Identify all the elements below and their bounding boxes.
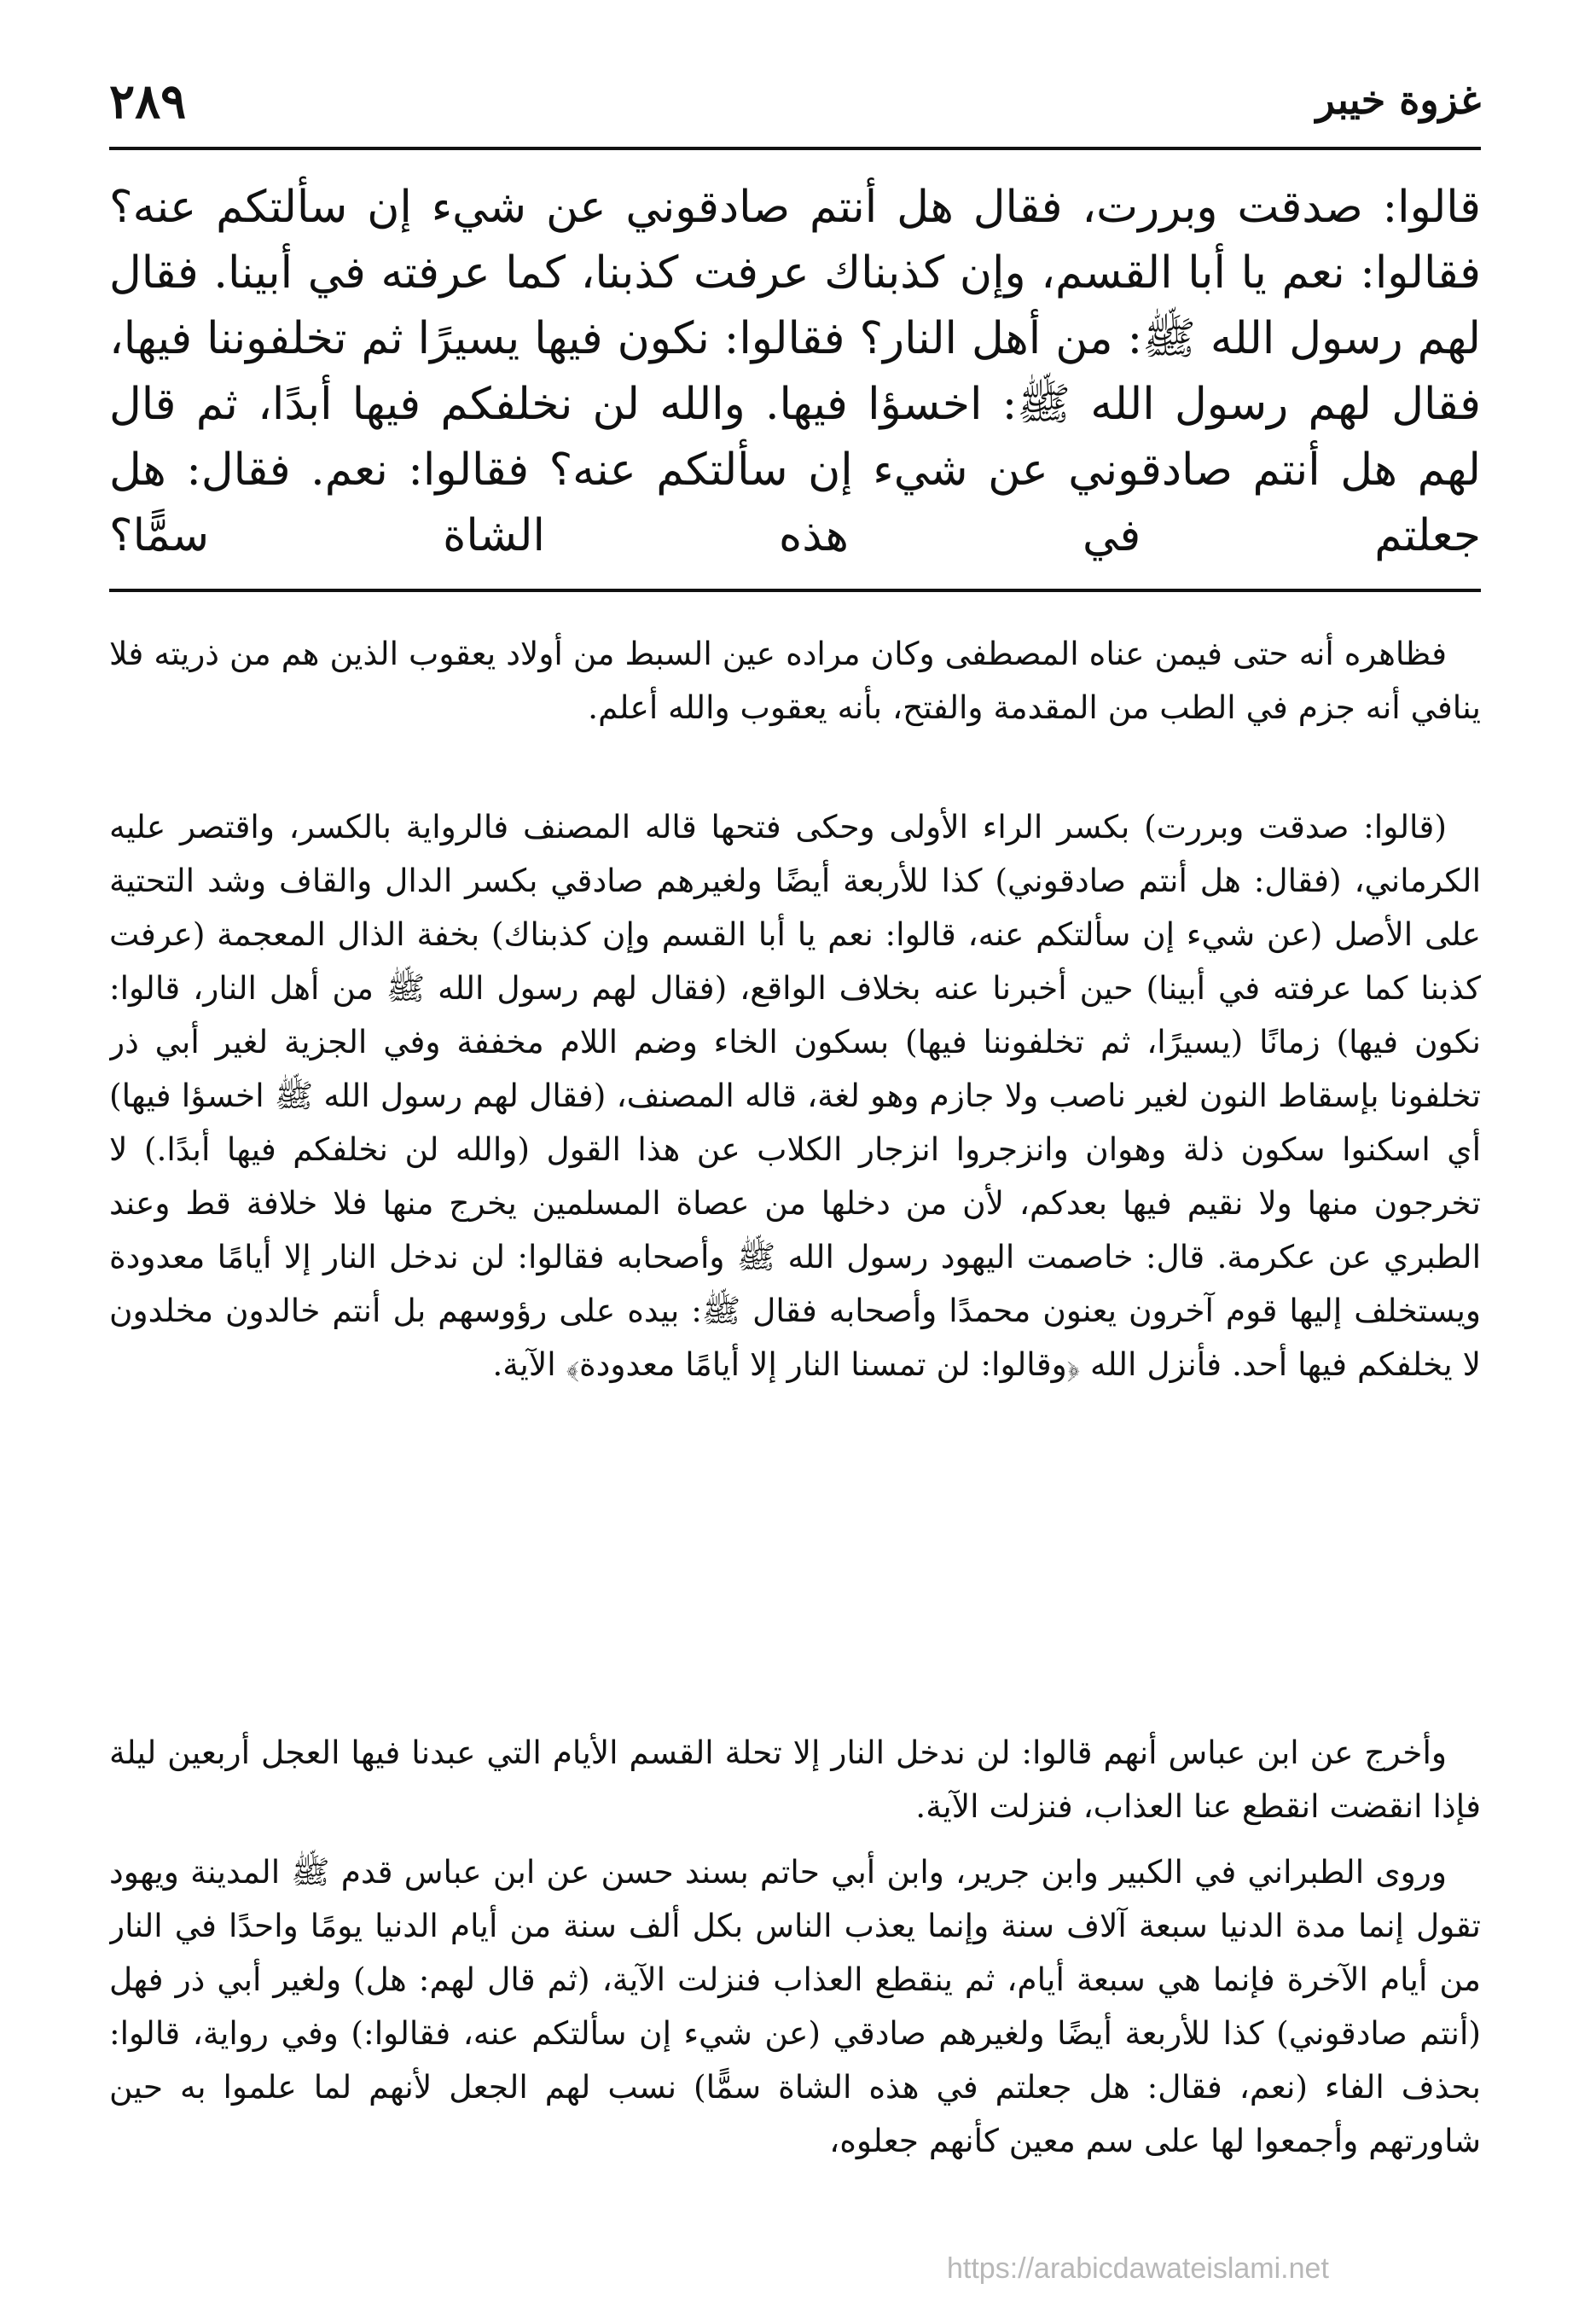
page-number: ٢٨٩ bbox=[109, 73, 187, 130]
main-text-block bbox=[109, 175, 1481, 567]
commentary-paragraph: (قالوا: صدقت وبررت) بكسر الراء الأولى وحكى فتحها قاله المصنف فالرواية بالكسر، واقتصر عليه الكرماني، (فقال: هل أنتم صادقوني) كذا للأربعة أيضًا ولغيرهم صادقي بكسر الدال والقاف وشد التحتية على الأصل (عن شيء إن سألتكم عنه، قالوا: نعم يا أبا القسم وإن كذبناك) بخفة الذال المعجمة (عرفت كذبنا كما عرفته في أبينا) حين أخبرنا عنه بخلاف الواقع، (فقال لهم رسول الله ﷺ من أهل النار، قالوا: نكون فيها) زمانًا (يسيرًا، ثم تخلفوننا فيها) بسكون الخاء وضم اللام مخففة وفي الجزية لغير أبي ذر تخلفونا بإسقاط النون لغير ناصب ولا جازم وهو لغة، قاله المصنف، (فقال لهم رسول الله ﷺ اخسؤا فيها) أي اسكنوا سكون ذلة وهوان وانزجروا انزجار الكلاب عن هذا القول (والله لن نخلفكم فيها أبدًا.) لا تخرجون منها ولا نقيم فيها بعدكم، لأن من دخلها من عصاة المسلمين يخرج منها فلا خلافة قط وعند الطبري عن عكرمة. قال: خاصمت اليهود رسول الله ﷺ وأصحابه فقالوا: لن ندخل النار إلا أيامًا معدودة ويستخلف إليها قوم آخرون يعنون محمدًا وأصحابه فقال ﷺ: بيده على رؤوسهم بل أنتم خالدون مخلدون لا يخلفكم فيها أحد. فأنزل الله ﴿وقالوا: لن تمسنا النار إلا أيامًا معدودة﴾ الآية. bbox=[109, 808, 1481, 1383]
main-text-paragraph: قالوا: صدقت وبررت، فقال هل أنتم صادقوني عن شيء إن سألتكم عنه؟ فقالوا: نعم يا أبا القسم، وإن كذبناك عرفت كذبنا، كما عرفته في أبينا. فقال لهم رسول الله ﷺ: من أهل النار؟ فقالوا: نكون فيها يسيرًا ثم تخلفوننا فيها، فقال لهم رسول الله ﷺ: اخسؤا فيها. والله لن نخلفكم فيها أبدًا، ثم قال لهم هل أنتم صادقوني عن شيء إن سألتكم عنه؟ فقالوا: نعم. فقال: هل جعلتم في هذه الشاة سمًّا؟ bbox=[109, 182, 1481, 561]
section-divider bbox=[109, 589, 1481, 592]
commentary-block bbox=[109, 627, 1481, 2222]
chapter-title: غزوة خيبر bbox=[1315, 77, 1481, 123]
commentary-paragraph: فظاهره أنه حتى فيمن عناه المصطفى وكان مراده عين السبط من أولاد يعقوب الذين هم من ذريته فلا ينافي أنه جزم في الطب من المقدمة والفتح، بأنه يعقوب والله أعلم. bbox=[109, 635, 1481, 726]
commentary-paragraph: وأخرج عن ابن عباس أنهم قالوا: لن ندخل النار إلا تحلة القسم الأيام التي عبدنا فيها العجل أربعين ليلة فإذا انقضت انقطع عنا العذاب، فنزلت الآية. bbox=[109, 1734, 1481, 1825]
watermark-url: https://arabicdawateislami.net bbox=[947, 2252, 1329, 2285]
commentary-paragraph: وروى الطبراني في الكبير وابن جرير، وابن أبي حاتم بسند حسن عن ابن عباس قدم ﷺ المدينة ويهود تقول إنما مدة الدنيا سبعة آلاف سنة وإنما يعذب الناس بكل ألف سنة من أيام الدنيا يومًا واحدًا في النار من أيام الآخرة فإنما هي سبعة أيام، ثم ينقطع العذاب فنزلت الآية، (ثم قال لهم: هل) ولغير أبي ذر فهل (أنتم صادقوني) كذا للأربعة أيضًا ولغيرهم صادقي (عن شيء إن سألتكم عنه، فقالوا:) وفي رواية، قالوا: بحذف الفاء (نعم، فقال: هل جعلتم في هذه الشاة سمًّا) نسب لهم الجعل لأنهم لما علموا به حين شاورتهم وأجمعوا لها على سم معين كأنهم جعلوه، bbox=[109, 1853, 1481, 2159]
page-header bbox=[109, 61, 1481, 150]
